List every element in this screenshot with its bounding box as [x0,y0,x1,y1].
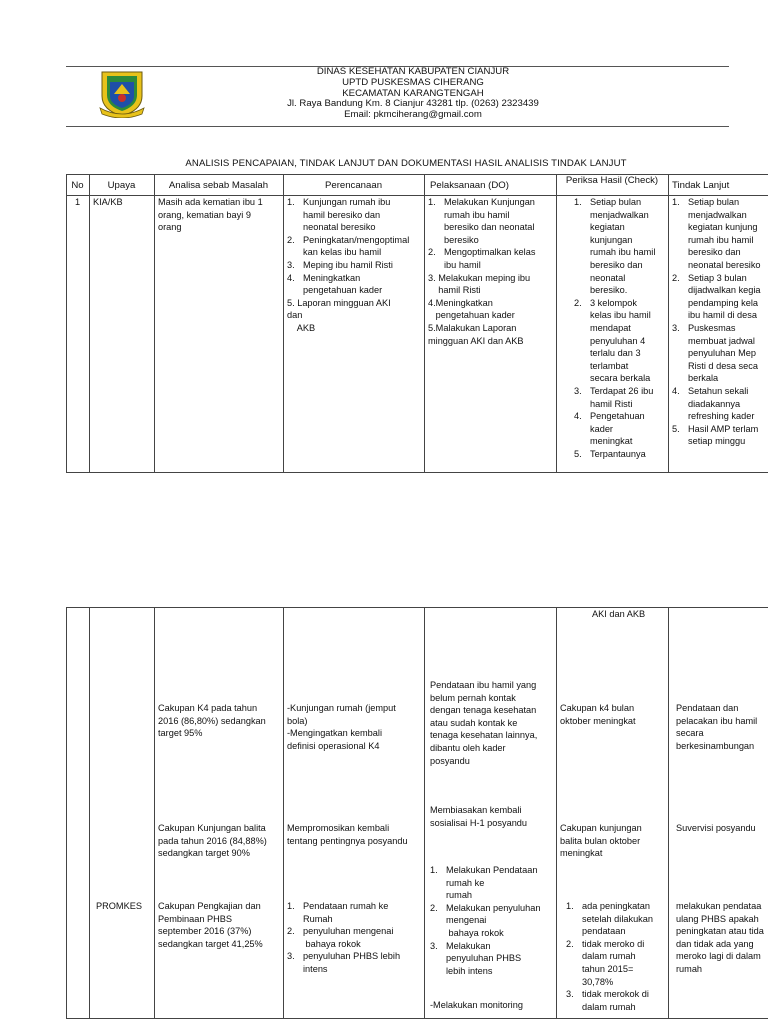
promkes-tindak-line: melakukan pendataa [676,901,762,911]
balita-tindak-line: Suvervisi posyandu [676,823,756,833]
list-item-line: rumah ibu hamil [590,247,656,258]
k4-perencanaan-line: -Kunjungan rumah (jemput [287,703,396,713]
list-item-line: Meping ibu hamil Risti [303,259,393,270]
list-item-number: 1. [574,197,582,207]
balita-check-line: Cakupan kunjungan [560,823,642,833]
list-item [574,196,666,297]
k4-pelaksanaan [430,679,537,767]
list-item [428,246,554,271]
list-item-number: 4. [574,411,582,422]
col-header-analisa: Analisa sebab Masalah [168,180,269,191]
list-item-number: 3. [287,259,295,270]
balita-analisa [158,822,267,860]
k4-tindak-line: Pendataan dan [676,703,739,713]
list-item-line: Risti d desa seca [688,360,758,371]
balita-pelaksanaan [430,804,527,829]
list-item-line: ada peningkatan [582,901,650,911]
analisa-line: Masih ada kematian ibu 1 [158,197,263,207]
k4-analisa-line: 2016 (86,80%) sedangkan [158,715,266,726]
col-header-no: No [71,180,84,191]
list-item-line: penyuluhan PHBS lebih [303,951,401,962]
promkes-monitoring: -Melakukan monitoring [430,1000,523,1010]
list-item-line: neonatal beresiko [688,259,761,270]
balita-check-line: balita bulan oktober [560,835,641,846]
list-item-line: rumah [446,890,473,901]
list-item-line: 5.Malakukan Laporan [428,322,517,333]
list-item-line: meningkat [590,436,633,447]
list-item-line: rumah ke [446,877,485,888]
balita-check-line: meningkat [560,848,603,859]
list-item-line: AKB [287,322,316,333]
list-item-line: 4.Meningkatkan [428,297,493,308]
list-item-line: penyuluhan Mep [688,348,756,359]
list-item [287,925,422,950]
list-item [672,423,768,448]
list-item-line: Melakukan Pendataan [446,865,538,875]
list-item-line: kelas ibu hamil [590,310,651,321]
k4-pelaksanaan-line: belum pernah kontak [430,692,516,703]
promkes-tindak-line: peningkatan atau tida [676,926,764,937]
list-item-line: kegiatan [590,222,625,233]
list-item-number: 1. [672,197,680,207]
balita-analisa-line: pada tahun 2016 (84,88%) [158,835,267,846]
list-item-line: mendapat [590,322,631,333]
list-item-number: 1. [566,901,574,911]
list-item-line: neonatal beresiko [303,222,376,233]
list-item [672,196,768,272]
list-item-line: secara berkala [590,373,651,384]
list-item-line: Mengoptimalkan kelas [444,247,536,258]
balita-perencanaan-line: Mempromosikan kembali [287,823,390,833]
list-item-number: 2. [566,938,574,949]
promkes-analisa-line: Pembinaan PHBS [158,913,233,924]
balita-check [560,822,642,860]
k4-check-line: oktober meningkat [560,715,636,726]
letterhead-district: KECAMATAN KARANGTENGAH [342,87,484,99]
list-item-number: 1. [287,901,295,911]
list-item [574,385,666,410]
list-item-line: Meningkatkan [303,272,361,283]
list-item-line: beresiko dan [590,259,643,270]
list-item-line: Pengetahuan [590,411,645,422]
promkes-tindak-line: ulang PHBS apakah [676,913,759,924]
list-item-number: 3. [566,989,574,1000]
list-item-line: ibu hamil di desa [688,310,757,321]
k4-pelaksanaan-line: dengan tenaga kesehatan [430,705,537,716]
list-item-line: Melakukan Kunjungan [444,197,535,207]
cianjur-regency-crest-icon [98,66,146,118]
promkes-analisa-line: Cakupan Pengkajian dan [158,901,261,911]
list-item-line: kunjungan [590,234,633,245]
list-item [430,864,554,902]
list-item-line: pengetahuan kader [428,310,515,321]
row1-check-list [574,196,666,460]
list-item-number: 3. [430,940,438,951]
row1-no: 1 [75,197,81,207]
list-item-line: intens [303,963,328,974]
promkes-analisa-line: sedangkan target 41,25% [158,938,263,949]
balita-perencanaan [287,822,408,847]
list-item [428,297,554,322]
list-item-line: hamil Risti [590,398,633,409]
list-item [672,385,768,423]
row1-perencanaan-list [287,196,422,335]
k4-perencanaan [287,702,396,752]
list-item-line: tidak meroko di [582,938,645,949]
k4-check [560,702,636,727]
list-item-number: 2. [430,902,438,913]
list-item-line: Setiap bulan [590,197,642,207]
list-item-line: dalam rumah [582,951,636,962]
list-item [287,272,422,297]
list-item-line: berkala [688,373,719,384]
promkes-tindak [676,900,768,976]
list-item-line: kan kelas ibu hamil [303,247,382,258]
list-item-line: terlambat [590,360,629,371]
promkes-analisa [158,900,263,950]
list-item-line: rumah ibu hamil [444,209,510,220]
list-item [287,234,422,259]
list-item-line: Setiap 3 bulan [688,272,747,283]
list-item-line: tidak merokok di [582,989,649,1000]
promkes-tindak-line: meroko lagi di dalam [676,951,761,962]
list-item-number: 3. [672,322,680,333]
list-item-line: hamil beresiko dan [303,209,381,220]
list-item [672,322,768,385]
list-item-line: Setiap bulan [688,197,740,207]
balita-tindak [676,822,756,835]
list-item-number: 1. [430,865,438,875]
k4-analisa-line: target 95% [158,728,203,739]
list-item-line: dijadwalkan kegia [688,285,761,296]
list-item [430,902,554,940]
balita-analisa-line: Cakupan Kunjungan balita [158,823,266,833]
list-item-line: kader [590,423,613,434]
k4-perencanaan-line: -Mengingatkan kembali [287,728,382,739]
letterhead-text [248,67,578,121]
carry-over-check-text: AKI dan AKB [592,609,646,619]
list-item [574,410,666,448]
list-item-number: 2. [287,234,295,245]
col-header-upaya: Upaya [107,180,136,191]
row1-upaya: KIA/KB [93,197,123,207]
balita-perencanaan-line: tentang pentingnya posyandu [287,835,408,846]
k4-tindak [676,702,757,752]
promkes-upaya: PROMKES [96,901,142,911]
promkes-analisa-line: september 2016 (37%) [158,926,252,937]
list-item-line: Rumah [303,913,333,924]
list-item-line: bahaya rokok [446,927,504,938]
promkes-check-list [566,900,666,1013]
list-item-line: beresiko dan [688,247,741,258]
col-header-perencanaan: Perencanaan [324,180,383,191]
list-item-line: beresiko [444,234,479,245]
letterhead-address: Jl. Raya Bandung Km. 8 Cianjur 43281 tlp. (0263) 2323439 [287,98,539,110]
list-item-line: setiap minggu [688,436,746,447]
list-item-number: 4. [287,272,295,283]
letterhead-email: Email: pkmciherang@gmail.com [344,109,482,121]
k4-tindak-line: pelacakan ibu hamil [676,715,758,726]
k4-pelaksanaan-line: tenaga kesehatan lainnya, [430,730,538,741]
list-item [428,196,554,246]
list-item-line: dalam rumah [582,1001,636,1012]
list-item-line: neonatal [590,272,626,283]
list-item-line: ibu hamil [444,259,481,270]
list-item-line: menjadwalkan [688,209,747,220]
list-item-line: pendataan [582,926,626,937]
list-item-number: 5. [672,423,680,434]
list-item-line: penyuluhan PHBS [446,953,522,964]
list-item-line: Hasil AMP terlam [688,423,759,434]
k4-tindak-line: berkesinambungan [676,740,755,751]
list-item-line: refreshing kader [688,411,755,422]
letterhead-puskesmas: UPTD PUSKESMAS CIHERANG [342,76,484,88]
list-item-line: pengetahuan kader [303,285,383,296]
list-item-line: penyuluhan mengenai [303,926,394,937]
letterhead-agency: DINAS KESEHATAN KABUPATEN CIANJUR [316,66,510,77]
list-item-line: Peningkatan/mengoptimal [303,234,410,245]
list-item-line: 30,78% [582,976,614,987]
list-item-line: setelah dilakukan [582,913,653,924]
list-item-line: Terdapat 26 ibu [590,385,654,396]
list-item-line: Melakukan penyuluhan [446,902,541,913]
list-item [566,900,666,938]
analisa-line: orang, kematian bayi 9 [158,209,251,220]
page-title: ANALISIS PENCAPAIAN, TINDAK LANJUT DAN DOKUMENTASI HASIL ANALISIS TINDAK LANJUT [185,158,627,169]
list-item-number: 2. [287,926,295,937]
list-item [287,900,422,925]
col-header-check: Periksa Hasil (Check) [565,175,659,186]
list-item [287,259,422,272]
list-item-number: 3. [287,951,295,962]
analisa-line: orang [158,222,182,233]
list-item [566,938,666,988]
list-item-line: 3. Melakukan meping ibu [428,272,531,283]
list-item-line: Pendataan rumah ke [303,901,389,911]
list-item-line: rumah ibu hamil [688,234,754,245]
list-item-line: menjadwalkan [590,209,649,220]
k4-analisa [158,702,266,740]
list-item-line: beresiko. [590,285,628,296]
list-item-line: Melakukan [446,940,491,951]
list-item-line: Kunjungan rumah ibu [303,197,391,207]
list-item-line: diadakannya [688,398,741,409]
list-item-line: Setahun sekali [688,385,749,396]
col-header-tindak-lanjut: Tindak Lanjut [672,180,730,191]
list-item-line: bahaya rokok [303,938,361,949]
list-item [672,272,768,322]
list-item [428,272,554,297]
k4-pelaksanaan-line: posyandu [430,755,470,766]
list-item-line: beresiko dan neonatal [444,222,535,233]
list-item-line: penyuluhan 4 [590,335,646,346]
list-item [428,322,554,347]
k4-perencanaan-line: definisi operasional K4 [287,740,380,751]
list-item [287,950,422,975]
list-item-line: mingguan AKI dan AKB [428,335,524,346]
k4-pelaksanaan-line: Pendataan ibu hamil yang [430,680,537,690]
promkes-pelaksanaan-list [430,864,554,977]
list-item-line: Puskesmas [688,322,736,333]
list-item-line: mengenai [446,915,487,926]
list-item-line: 5. Laporan mingguan AKI [287,297,391,308]
list-item-line: dan [287,310,303,321]
list-item-number: 3. [574,385,582,396]
list-item-number: 4. [672,385,680,396]
list-item [287,196,422,234]
list-item-number: 2. [428,247,436,258]
promkes-tindak-line: rumah [676,963,703,974]
row1-tindak-list [672,196,768,448]
list-item-number: 2. [672,272,680,283]
list-item [574,448,666,461]
balita-pelaksanaan-line: Membiasakan kembali [430,805,522,815]
k4-check-line: Cakupan k4 bulan [560,703,635,713]
list-item-number: 5. [574,448,582,459]
list-item-line: membuat jadwal [688,335,755,346]
list-item [430,940,554,978]
list-item-line: pendamping kela [688,297,758,308]
k4-analisa-line: Cakupan K4 pada tahun [158,703,258,713]
list-item-line: kegiatan kunjung [688,222,758,233]
row1-pelaksanaan-list [428,196,554,347]
list-item-number: 1. [428,197,436,207]
balita-pelaksanaan-line: sosialisai H-1 posyandu [430,817,528,828]
k4-pelaksanaan-line: dibantu oleh kader [430,742,506,753]
list-item-line: lebih intens [446,965,493,976]
col-header-pelaksanaan: Pelaksanaan (DO) [430,180,509,191]
list-item-number: 1. [287,197,295,207]
list-item-line: tahun 2015= [582,963,634,974]
list-item-line: terlalu dan 3 [590,348,641,359]
k4-tindak-line: secara [676,728,704,739]
list-item [566,988,666,1013]
list-item-number: 2. [574,297,582,308]
promkes-tindak-line: dan tidak ada yang [676,938,754,949]
list-item-line: Terpantaunya [590,448,646,459]
balita-analisa-line: sedangkan target 90% [158,848,250,859]
list-item [287,297,422,335]
list-item-line: 3 kelompok [590,297,637,308]
list-item [574,297,666,385]
k4-perencanaan-line: bola) [287,715,308,726]
promkes-perencanaan-list [287,900,422,976]
row1-analisa [158,196,280,234]
k4-pelaksanaan-line: atau sudah kontak ke [430,717,518,728]
list-item-line: hamil Risti [428,285,481,296]
header-bottom-rule [66,126,729,127]
